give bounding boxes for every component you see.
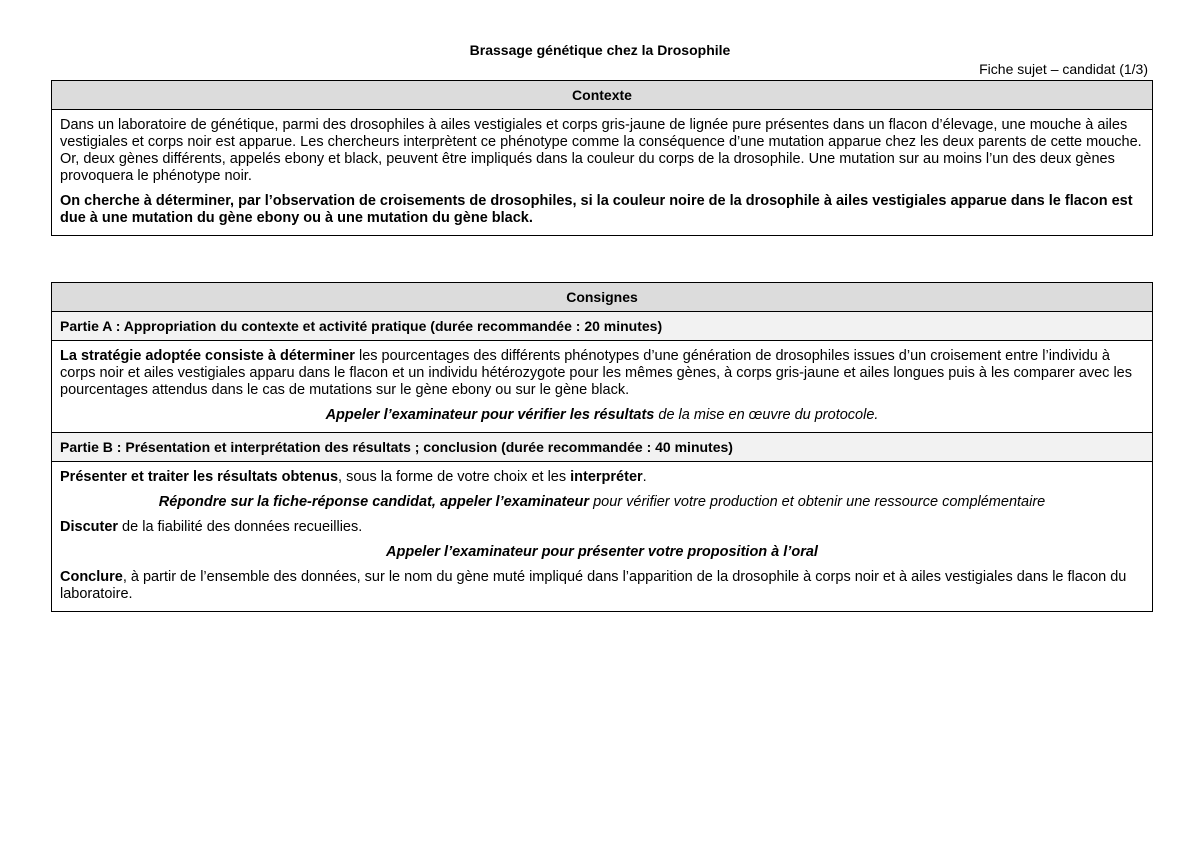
context-box xyxy=(51,80,1153,236)
strategy-bold: La stratégie adoptée consiste à déterminer xyxy=(60,348,355,364)
present-bold2: interpréter xyxy=(570,469,643,485)
present-mid: , sous la forme de votre choix et les xyxy=(338,469,571,485)
call-bold: Appeler l’examinateur pour vérifier les résultats xyxy=(325,407,655,423)
context-heading: Contexte xyxy=(52,81,1152,110)
part-b-conclude xyxy=(60,569,1144,603)
context-objective: On cherche à déterminer, par l’observation de croisements de drosophiles, si la couleur noire de la drosophile à ailes vestigiales apparue dans le flacon est due à une mutation du gène ebony ou à une mutation du gène black. xyxy=(60,193,1133,226)
part-b-present xyxy=(60,469,1144,486)
part-b-answer xyxy=(60,494,1144,511)
strategy-text: les pourcentages des différents phénotypes d’une génération de drosophiles issues d’un croisement entre l’individu à corps noir et ailes vestigiales apparu dans le flacon et un individu hétérozygote pour les mêmes gènes, à corps gris-jaune et ailes longues puis à les comparer avec les pourcentages attendus dans le cas de mutations sur le gène ebony ou sur le gène black. xyxy=(60,348,1132,398)
part-b-body xyxy=(52,462,1152,611)
discuss-bold: Discuter xyxy=(60,519,119,535)
consignes-heading: Consignes xyxy=(52,283,1152,312)
part-a-strategy xyxy=(60,348,1144,399)
call-text: de la mise en œuvre du protocole. xyxy=(654,407,879,423)
answer-bold: Répondre sur la fiche-réponse candidat, appeler l’examinateur xyxy=(158,494,590,510)
part-b-discuss xyxy=(60,519,1144,536)
answer-text: pour vérifier votre production et obtenir une ressource complémentaire xyxy=(589,494,1046,510)
document-title: Brassage génétique chez la Drosophile xyxy=(469,42,731,58)
conclude-text: , à partir de l’ensemble des données, sur le nom du gène muté impliqué dans l’apparition de la drosophile à corps noir et à ailes vestigiales dans le flacon du laboratoire. xyxy=(60,569,1127,602)
part-b-oral: Appeler l’examinateur pour présenter votre proposition à l’oral xyxy=(386,544,818,560)
discuss-text: de la fiabilité des données recueillies. xyxy=(118,519,363,535)
consignes-box xyxy=(51,282,1153,612)
part-b-heading: Partie B : Présentation et interprétation des résultats ; conclusion (durée recommandée : 40 minutes) xyxy=(52,433,1152,462)
part-a-body xyxy=(52,341,1152,433)
context-body xyxy=(52,110,1152,235)
conclude-bold: Conclure xyxy=(60,569,123,585)
present-bold: Présenter et traiter les résultats obtenus xyxy=(60,469,339,485)
subject-reference: Fiche sujet – candidat (1/3) xyxy=(979,61,1148,77)
part-a-call-examiner xyxy=(60,407,1144,424)
present-end: . xyxy=(642,469,647,485)
context-paragraph: Dans un laboratoire de génétique, parmi des drosophiles à ailes vestigiales et corps gris-jaune de lignée pure présentes dans un flacon d’élevage, une mouche à ailes vestigiales et corps noir est apparue. Les chercheurs interprètent ce phénotype comme la conséquence d’une mutation apparue chez les deux parents de cette mouche. Or, deux gènes différents, appelés ebony et black, peuvent être impliqués dans la couleur du corps de la drosophile. Une mutation sur au moins l’un des deux gènes provoquera le phénotype noir. xyxy=(60,117,1142,184)
part-a-heading: Partie A : Appropriation du contexte et activité pratique (durée recommandée : 20 minutes) xyxy=(52,312,1152,341)
